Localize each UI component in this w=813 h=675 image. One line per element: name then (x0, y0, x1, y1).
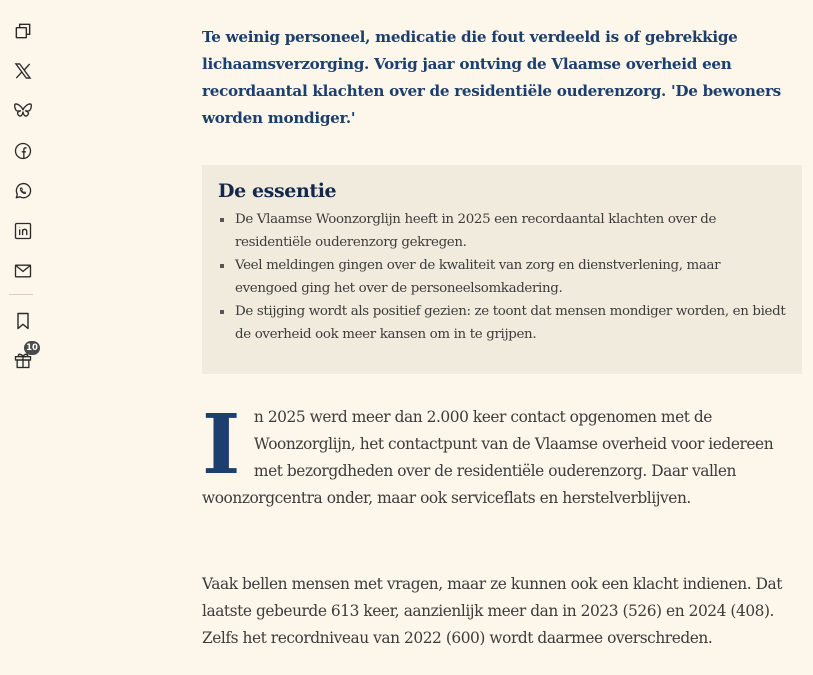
article-paragraph: Vaak bellen mensen met vragen, maar ze kunnen ook een klacht indienen. Dat laatste gebeurde 613 keer, aanzienlijk meer dan in 2023 (526) en 2024 (408). Zelfs het recordniveau van 2022 (600) wordt daarmee overschreden. (202, 575, 782, 647)
essentie-box (202, 165, 802, 374)
linkedin-icon (13, 221, 33, 241)
share-bluesky-button[interactable] (11, 99, 35, 123)
essentie-item: Veel meldingen gingen over de kwaliteit van zorg en dienstverlening, maar evengoed ging het over de personeelsomkadering. (218, 254, 786, 300)
article-lead: Te weinig personeel, medicatie die fout verdeeld is of gebrekkige lichaamsverzorging. Vorig jaar ontving de Vlaamse overheid een recordaantal klachten over de residentiële ouderenzorg. 'De bewoners worden mondiger.' (202, 28, 781, 127)
whatsapp-icon (13, 181, 33, 201)
drop-cap: I (202, 397, 240, 493)
essentie-title: De essentie (218, 180, 337, 202)
share-whatsapp-button[interactable] (11, 179, 35, 203)
essentie-list (218, 208, 786, 346)
butterfly-icon (13, 101, 33, 121)
article-paragraph (202, 397, 802, 512)
share-rail (0, 0, 46, 675)
gift-article-button[interactable] (11, 343, 38, 372)
x-logo-icon (13, 61, 33, 81)
bookmark-icon (13, 311, 33, 331)
share-email-button[interactable] (11, 259, 35, 283)
share-x-button[interactable] (11, 59, 35, 83)
copy-link-button[interactable] (11, 19, 35, 43)
share-linkedin-button[interactable] (11, 219, 35, 243)
share-facebook-button[interactable] (11, 139, 35, 163)
essentie-item: De Vlaamse Woonzorglijn heeft in 2025 een recordaantal klachten over de residentiële ouderenzorg gekregen. (218, 208, 786, 254)
article (202, 24, 802, 647)
rail-divider (9, 294, 33, 295)
gift-count-badge: 10 (24, 341, 40, 355)
mail-icon (13, 261, 33, 281)
paragraph-text: n 2025 werd meer dan 2.000 keer contact opgenomen met de Woonzorglijn, het contactpunt van de Vlaamse overheid voor iedereen met bezorgdheden over de residentiële ouderenzorg. Daar vallen woonzorgcentra onder, maar ook serviceflats en herstelverblijven. (202, 408, 774, 507)
essentie-item: De stijging wordt als positief gezien: ze toont dat mensen mondiger worden, en biedt de overheid ook meer kansen om in te grijpen. (218, 300, 786, 346)
bookmark-button[interactable] (11, 309, 35, 333)
copy-icon (13, 21, 33, 41)
facebook-icon (13, 141, 33, 161)
